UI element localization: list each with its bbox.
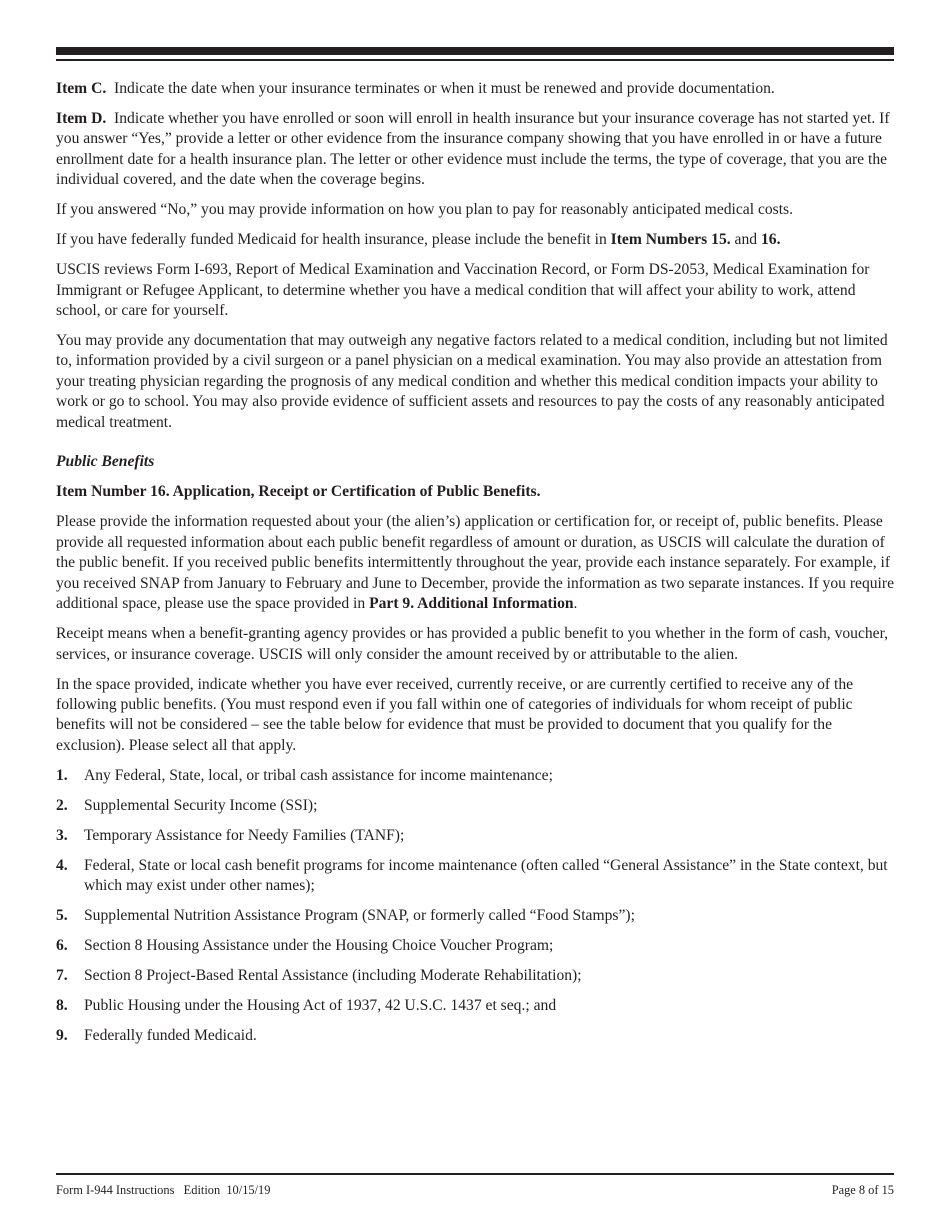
header-rule-thick — [56, 47, 894, 55]
item-d-paragraph — [56, 109, 896, 191]
list-item-text: Temporary Assistance for Needy Families (TANF); — [84, 826, 405, 844]
page-content — [56, 79, 896, 1056]
list-item-text: Supplemental Nutrition Assistance Program (SNAP, or formerly called “Food Stamps”); — [84, 907, 635, 925]
list-item — [56, 856, 896, 897]
item-d-text: Indicate whether you have enrolled or soon will enroll in health insurance but your insurance coverage has not started yet. If you answer “Yes,” provide a letter or other evidence from the insurance company showing that you have enrolled in or have a future enrollment date for a health insurance plan. The letter or other evidence must include the terms, the type of coverage, that you are the individual covered, and the date when the coverage begins. — [56, 110, 890, 189]
footer-form-edition: Form I-944 Instructions Edition 10/15/19 — [56, 1183, 271, 1197]
medicaid-and: and — [734, 231, 758, 249]
list-item-text: Federal, State or local cash benefit programs for income maintenance (often called “General Assistance” in the State context, but which may exist under other names); — [84, 856, 888, 895]
list-item-number: 6. — [56, 937, 68, 955]
list-item-number: 3. — [56, 826, 68, 844]
list-item — [56, 966, 896, 986]
item-c-label: Item C. — [56, 80, 107, 97]
item-d-label: Item D. — [56, 110, 107, 127]
list-item — [56, 826, 896, 846]
header-rule-thin — [56, 59, 894, 61]
list-item — [56, 796, 896, 816]
list-item-text: Supplemental Security Income (SSI); — [84, 796, 318, 814]
item-c-text: Indicate the date when your insurance terminates or when it must be renewed and provide documentation. — [114, 80, 775, 97]
list-item-text: Public Housing under the Housing Act of 1937, 42 U.S.C. 1437 et seq.; and — [84, 997, 557, 1015]
documentation-paragraph: You may provide any documentation that may outweigh any negative factors related to a medical condition, including but not limited to, information provided by a civil surgeon or a panel physician on a medical examination. You may also provide an attestation from your treating physician regarding the prognosis of any medical condition and whether this medical condition impacts your ability to work or go to school. You may also provide evidence of sufficient assets and resources to pay the costs of any reasonably anticipated medical treatment. — [56, 332, 888, 431]
footer-page-number: Page 8 of 15 — [831, 1183, 894, 1197]
medicaid-paragraph — [56, 230, 896, 250]
list-item-number: 2. — [56, 796, 68, 814]
answered-no-paragraph: If you answered “No,” you may provide information on how you plan to pay for reasonably anticipated medical costs. — [56, 201, 794, 219]
list-item-number: 5. — [56, 907, 68, 925]
list-item — [56, 766, 896, 786]
list-item — [56, 906, 896, 926]
list-item-number: 9. — [56, 1027, 68, 1045]
list-item-number: 1. — [56, 766, 68, 784]
list-item — [56, 936, 896, 956]
provide-info-paragraph — [56, 512, 896, 614]
list-item-text: Section 8 Project-Based Rental Assistance (including Moderate Rehabilitation); — [84, 967, 582, 985]
item-c-paragraph — [56, 79, 896, 99]
list-item — [56, 996, 896, 1016]
item-16-heading: Item Number 16. Application, Receipt or Certification of Public Benefits. — [56, 483, 541, 501]
list-item-text: Section 8 Housing Assistance under the Housing Choice Voucher Program; — [84, 937, 554, 955]
public-benefits-heading: Public Benefits — [56, 453, 155, 471]
list-item-number: 8. — [56, 997, 68, 1015]
space-provided-paragraph: In the space provided, indicate whether you have ever received, currently receive, or are currently certified to receive any of the following public benefits. (You must respond even if you fall within one of categories of individuals for whom receipt of public benefits will not be considered – see the table below for evidence that must be provided to document that you qualify for the exclusion). Please select all that apply. — [56, 675, 854, 754]
receipt-paragraph: Receipt means when a benefit-granting agency provides or has provided a public benefit to you whether in the form of cash, voucher, services, or insurance coverage. USCIS will only consider the amount received by or attributable to the alien. — [56, 625, 889, 663]
benefits-list — [56, 766, 896, 1047]
medicaid-text: If you have federally funded Medicaid for health insurance, please include the benefit in — [56, 231, 607, 249]
list-item-text: Any Federal, State, local, or tribal cash assistance for income maintenance; — [84, 766, 553, 784]
list-item — [56, 1026, 896, 1046]
part-9-reference: Part 9. Additional Information — [369, 595, 574, 613]
list-item-text: Federally funded Medicaid. — [84, 1027, 257, 1045]
footer-rule — [56, 1173, 894, 1175]
list-item-number: 4. — [56, 856, 68, 874]
list-item-number: 7. — [56, 967, 68, 985]
provide-info-end: . — [573, 595, 578, 613]
medicaid-item-ref-1: Item Numbers 15. — [610, 231, 731, 249]
medicaid-item-ref-2: 16. — [760, 231, 781, 249]
provide-info-text: Please provide the information requested about your (the alien’s) application or certification for, or receipt of, public benefits. Please provide all requested information about each public benefit regardless of amount or duration, as USCIS will calculate the duration of the public benefit. If you received public benefits intermittently throughout the year, provide each instance separately. For example, if you received SNAP from January to February and June to December, provide the information as two separate instances. If you require additional space, please use the space provided in — [56, 513, 894, 613]
uscis-reviews-paragraph: USCIS reviews Form I-693, Report of Medical Examination and Vaccination Record, or Form DS-2053, Medical Examination for Immigrant or Refugee Applicant, to determine whether you have a medical condition that will affect your ability to work, attend school, or care for yourself. — [56, 261, 870, 320]
